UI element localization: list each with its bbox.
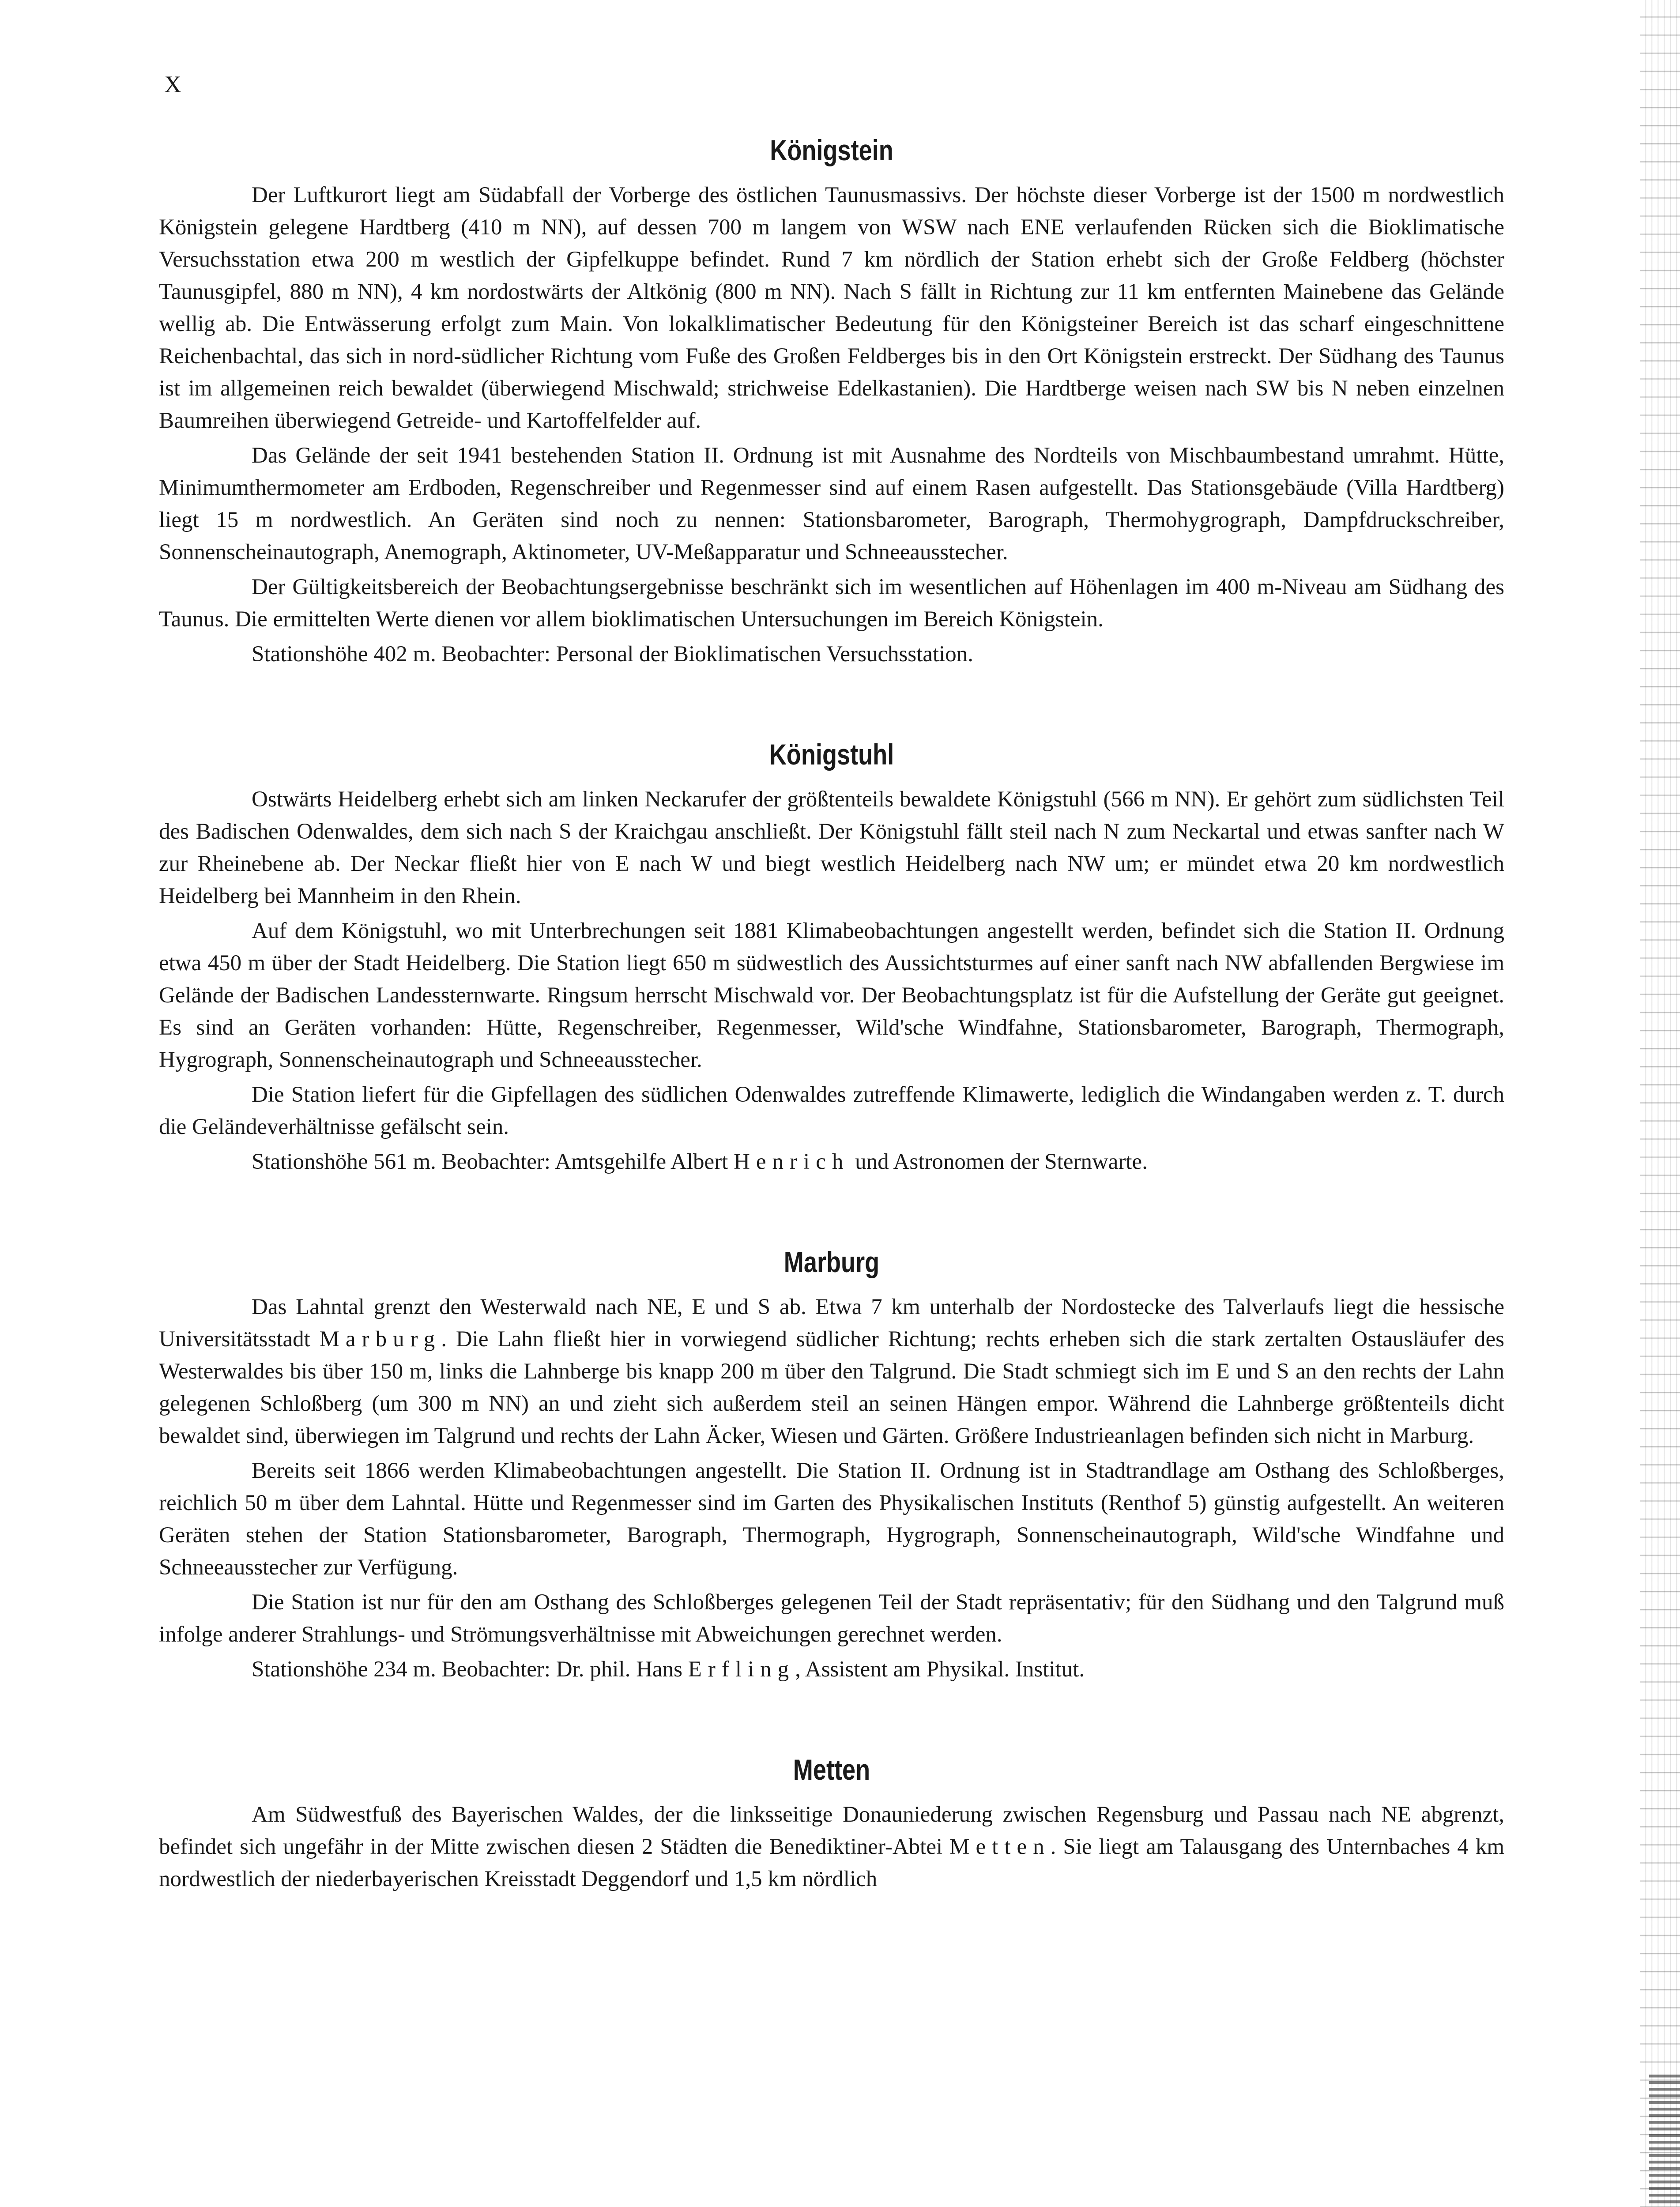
text-run: , Assistent am Physikal. Institut. <box>795 1657 1085 1682</box>
paragraph <box>159 1146 1504 1178</box>
paragraph: Der Luftkurort liegt am Südabfall der Vorberge des östlichen Taunusmassivs. Der höchste dieser Vorberge ist der 1500 m nordwestlich Königstein gelegene Hardtberg (410 m NN), auf dessen 700 m langem von WSW nach ENE verlaufenden Rücken sich die Bioklimatische Versuchsstation etwa 200 m westlich der Gipfelkuppe befindet. Rund 7 km nördlich der Station erhebt sich der Große Feldberg (höchster Taunusgipfel, 880 m NN), 4 km nordostwärts der Altkönig (800 m NN). Nach S fällt in Richtung zur 11 km entfernten Mainebene das Gelände wellig ab. Die Entwässerung erfolgt zum Main. Von lokalklimatischer Bedeutung für den Königsteiner Bereich ist das scharf eingeschnittene Reichenbachtal, das sich in nord-südlicher Richtung vom Fuße des Großen Feldberges bis in den Ort Königstein erstreckt. Der Südhang des Taunus ist im allgemeinen reich bewaldet (überwiegend Mischwald; strichweise Edelkastanien). Die Hardtberge weisen nach SW bis N neben einzelnen Baumreihen überwiegend Getreide- und Kartoffelfelder auf. <box>159 183 1504 433</box>
section-title: Königstuhl <box>769 738 894 771</box>
section-marburg <box>159 1244 1504 1686</box>
text-run: Stationshöhe 234 m. Beobachter: Dr. phil. Hans <box>252 1657 688 1682</box>
text-run: Stationshöhe 561 m. Beobachter: Amtsgehilfe Albert <box>252 1149 734 1174</box>
text-run: Das Lahntal grenzt den Westerwald nach NE, E und S ab. Etwa 7 km unterhalb der Nordostecke des Talverlaufs liegt die hessische Universitätsstadt <box>159 1295 1504 1352</box>
paragraph: Stationshöhe 402 m. Beobachter: Personal der Bioklimatischen Versuchsstation. <box>252 642 974 667</box>
paragraph <box>159 1653 1504 1686</box>
text-run: . Sie liegt am Talausgang des Unternbaches 4 km nordwestlich der niederbayerischen Kreisstadt Deggendorf und 1,5 km nördlich <box>159 1834 1505 1891</box>
paragraph: Die Station liefert für die Gipfellagen des südlichen Odenwaldes zutreffende Klimawerte, lediglich die Windangaben werden z. T. durch die Geländeverhältnisse gefälscht sein. <box>159 1082 1504 1139</box>
town-name: Marburg <box>319 1327 441 1352</box>
text-run: . Die Lahn fließt hier in vorwiegend südlicher Richtung; rechts erheben sich die stark zertalten Ostausläufer des Westerwaldes bis über 150 m, links die Lahnberge bis knapp 200 m über den Talgrund. Die Stadt schmiegt sich im E und S an den rechts der Lahn gelegenen Schloßberg (um 300 m NN) an und zieht sich außerdem steil an seinen Hängen empor. Während die Lahnberge größtenteils dicht bewaldet sind, überwiegen im Talgrund und rechts der Lahn Äcker, Wiesen und Gärten. Größere Industrieanlagen befinden sich nicht in Marburg. <box>159 1327 1505 1448</box>
paragraph: Ostwärts Heidelberg erhebt sich am linken Neckarufer der größtenteils bewaldete Königstuhl (566 m NN). Er gehört zum südlichsten Teil des Badischen Odenwaldes, dem sich nach S der Kraichgau anschließt. Der Königstuhl fällt steil nach N zum Neckartal und etwas sanfter nach W zur Rheinebene ab. Der Neckar fließt hier von E nach W und biegt westlich Heidelberg nach NW um; er mündet etwa 20 km nordwestlich Heidelberg bei Mannheim in den Rhein. <box>159 787 1504 908</box>
page-content <box>159 132 1504 1962</box>
paragraph: Auf dem Königstuhl, wo mit Unterbrechungen seit 1881 Klimabeobachtungen angestellt werden, befindet sich die Station II. Ordnung etwa 450 m über der Stadt Heidelberg. Die Station liegt 650 m südwestlich des Aussichtsturmes auf einer sanft nach NW abfallenden Bergwiese im Gelände der Badischen Landessternwarte. Ringsum herrscht Mischwald vor. Der Beobachtungsplatz ist für die Aufstellung der Geräte gut geeignet. Es sind an Geräten vorhanden: Hütte, Regenschreiber, Regenmesser, Wild'sche Windfahne, Stationsbarometer, Barograph, Thermograph, Hygrograph, Sonnenscheinautograph und Schneeausstecher. <box>159 919 1504 1072</box>
paragraph: Bereits seit 1866 werden Klimabeobachtungen angestellt. Die Station II. Ordnung ist in Stadtrandlage am Osthang des Schloßberges, reichlich 50 m über dem Lahntal. Hütte und Regenmesser sind im Garten des Physikalischen Instituts (Renthof 5) günstig aufgestellt. An weiteren Geräten stehen der Station Stationsbarometer, Barograph, Thermograph, Hygrograph, Sonnenscheinautograph, Wild'sche Windfahne und Schneeausstecher zur Verfügung. <box>159 1458 1504 1580</box>
paragraph: Das Gelände der seit 1941 bestehenden Station II. Ordnung ist mit Ausnahme des Nordteils von Mischbaumbestand umrahmt. Hütte, Minimumthermometer am Erdboden, Regenschreiber und Regenmesser sind auf einem Rasen aufgestellt. Das Stationsgebäude (Villa Hardtberg) liegt 15 m nordwestlich. An Geräten sind noch zu nennen: Stationsbarometer, Barograph, Thermohygrograph, Dampfdruckschreiber, Sonnenscheinautograph, Anemograph, Aktinometer, UV-Meßapparatur und Schneeausstecher. <box>159 443 1504 565</box>
section-metten <box>159 1752 1504 1895</box>
section-title: Königstein <box>770 134 893 166</box>
section-title: Marburg <box>783 1246 880 1278</box>
section-koenigstein <box>159 132 1504 670</box>
paragraph <box>159 1799 1504 1895</box>
paragraph <box>159 1291 1504 1452</box>
scan-edge-artifact <box>1640 0 1680 2207</box>
page-number: X <box>164 71 182 98</box>
observer-name: Henrich <box>734 1149 850 1174</box>
text-run: Am Südwestfuß des Bayerischen Waldes, der die linksseitige Donauniederung zwischen Regensburg und Passau nach NE abgrenzt, befindet sich ungefähr in der Mitte zwischen diesen 2 Städten die Benediktiner-Abtei <box>159 1802 1504 1859</box>
town-name: Metten <box>949 1834 1051 1859</box>
text-run: und Astronomen der Sternwarte. <box>849 1149 1148 1174</box>
paragraph: Die Station ist nur für den am Osthang des Schloßberges gelegenen Teil der Stadt repräsentativ; für den Südhang und den Talgrund muß infolge anderer Strahlungs- und Strömungsverhältnisse mit Abweichungen gerechnet werden. <box>159 1590 1504 1647</box>
paragraph: Der Gültigkeitsbereich der Beobachtungsergebnisse beschränkt sich im wesentlichen auf Höhenlagen im 400 m-Niveau am Südhang des Taunus. Die ermittelten Werte dienen vor allem bioklimatischen Untersuchungen im Bereich Königstein. <box>159 575 1504 632</box>
section-title: Metten <box>793 1753 870 1786</box>
scan-edge-artifact-dark <box>1649 2075 1680 2207</box>
observer-name: Erfling <box>688 1657 795 1682</box>
section-koenigstuhl <box>159 737 1504 1178</box>
